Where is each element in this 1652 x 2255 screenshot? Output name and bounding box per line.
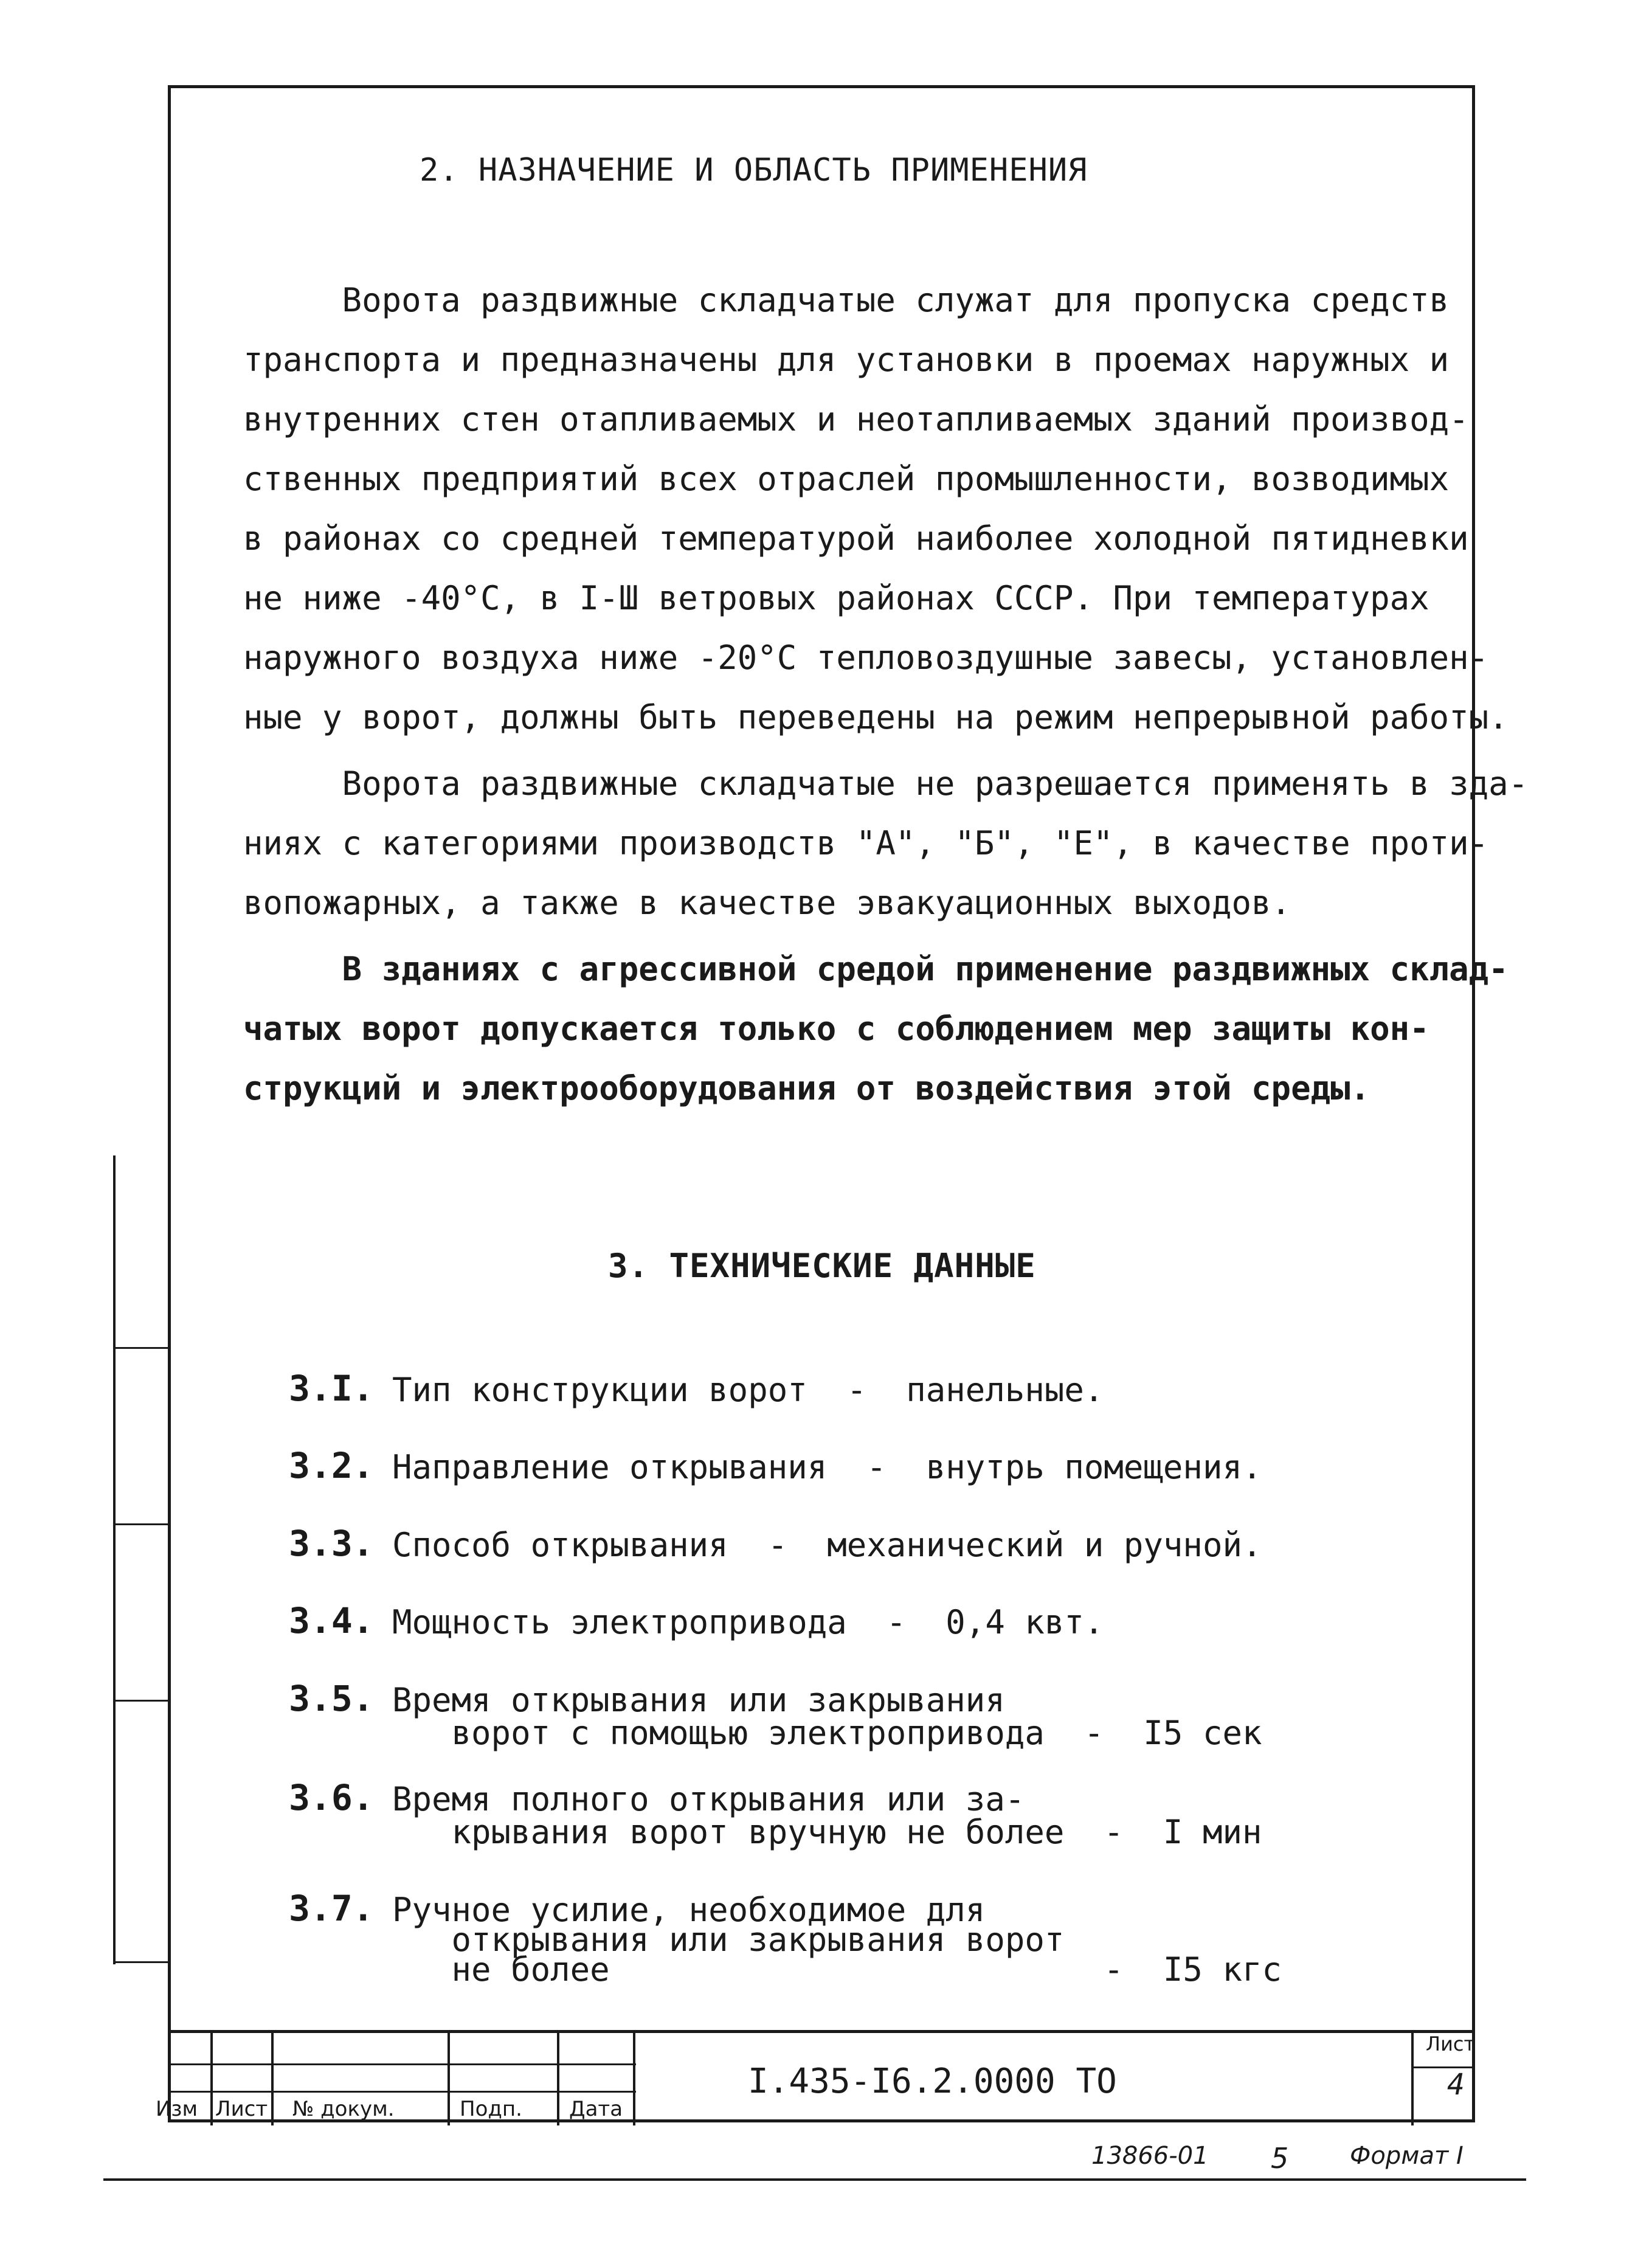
text-line: ные у ворот, должны быть переведены на режим непрерывной работы. [243, 698, 1509, 736]
sheet-label: Лист [1426, 2032, 1476, 2056]
text-line: Ворота раздвижные складчатые не разрешается применять в зда- [243, 764, 1529, 803]
section-2-heading: 2. НАЗНАЧЕНИЕ И ОБЛАСТЬ ПРИМЕНЕНИЯ [420, 152, 1088, 189]
margin-line [113, 1155, 116, 1964]
footer-line [103, 2178, 1526, 2181]
item-text: открывания или закрывания ворот [392, 1921, 1065, 1959]
margin-tick [113, 1347, 168, 1349]
stamp-divider [1411, 2033, 1414, 2125]
item-text: Ручное усилие, необходимое для [392, 1891, 986, 1929]
inventory-number: 13866-01 [1091, 2142, 1209, 2170]
stamp-divider [168, 2091, 636, 2093]
item-text: не более - I5 кгс [392, 1950, 1282, 1989]
sheet-number: 4 [1447, 2068, 1465, 2102]
text-line: чатых ворот допускается только с соблюдением мер защиты кон- [243, 1010, 1429, 1048]
margin-tick [113, 1523, 168, 1525]
text-line: не ниже -40°С, в I-Ш ветровых районах СССР. При температурах [243, 579, 1429, 617]
stamp-label-doc: № докум. [292, 2097, 395, 2121]
text-line: в районах со средней температурой наиболее холодной пятидневки [243, 519, 1469, 558]
item-number: 3.I. [289, 1368, 374, 1409]
stamp-divider [557, 2033, 559, 2125]
item-number: 3.3. [289, 1523, 374, 1564]
item-number: 3.4. [289, 1600, 374, 1641]
stamp-divider [1411, 2066, 1475, 2068]
stamp-divider [633, 2033, 635, 2125]
item-text: Время открывания или закрывания [392, 1681, 1005, 1719]
item-text: Тип конструкции ворот - панельные. [392, 1371, 1104, 1409]
item-text: Способ открывания - механический и ручной. [392, 1526, 1262, 1564]
text-line: струкций и электрооборудования от воздействия этой среды. [243, 1069, 1370, 1107]
item-text: Мощность электропривода - 0,4 квт. [392, 1603, 1104, 1641]
document-code: I.435-I6.2.0000 ТО [748, 2062, 1117, 2101]
stamp-divider [271, 2033, 274, 2125]
item-text: Время полного открывания или за- [392, 1780, 1025, 1818]
item-text: ворот с помощью электропривода - I5 сек [392, 1714, 1262, 1752]
item-text: крывания ворот вручную не более - I мин [392, 1813, 1262, 1851]
text-line: вопожарных, а также в качестве эвакуационных выходов. [243, 884, 1291, 922]
format-label: Формат I [1350, 2142, 1464, 2170]
stamp-label-izm: Изм [156, 2097, 198, 2121]
stamp-divider [448, 2033, 450, 2125]
item-number: 3.2. [289, 1445, 374, 1486]
text-line: ниях с категориями производств "А", "Б", "Е", в качестве проти- [243, 824, 1489, 862]
item-number: 3.7. [289, 1888, 374, 1929]
stamp-label-list: Лист [215, 2097, 268, 2121]
stamp-divider [168, 2063, 636, 2065]
item-number: 3.6. [289, 1777, 374, 1818]
margin-tick [113, 1961, 168, 1963]
text-line: ственных предприятий всех отраслей промышленности, возводимых [243, 460, 1450, 498]
text-line: Ворота раздвижные складчатые служат для пропуска средств [243, 281, 1450, 319]
text-line: наружного воздуха ниже -20°С тепловоздушные завесы, установлен- [243, 639, 1489, 677]
text-line: внутренних стен отапливаемых и неотапливаемых зданий производ- [243, 400, 1469, 438]
margin-tick [113, 1700, 168, 1702]
stamp-label-sign: Подп. [460, 2097, 522, 2121]
item-text: Направление открывания - внутрь помещения. [392, 1448, 1262, 1486]
item-number: 3.5. [289, 1678, 374, 1719]
section-3-heading: 3. ТЕХНИЧЕСКИЕ ДАННЫЕ [608, 1247, 1036, 1285]
text-line: транспорта и предназначены для установки в проемах наружных и [243, 341, 1450, 379]
stamp-divider [210, 2033, 213, 2125]
text-line: В зданиях с агрессивной средой применение раздвижных склад- [243, 950, 1509, 988]
stamp-label-date: Дата [569, 2097, 623, 2121]
copy-number: 5 [1271, 2142, 1289, 2175]
